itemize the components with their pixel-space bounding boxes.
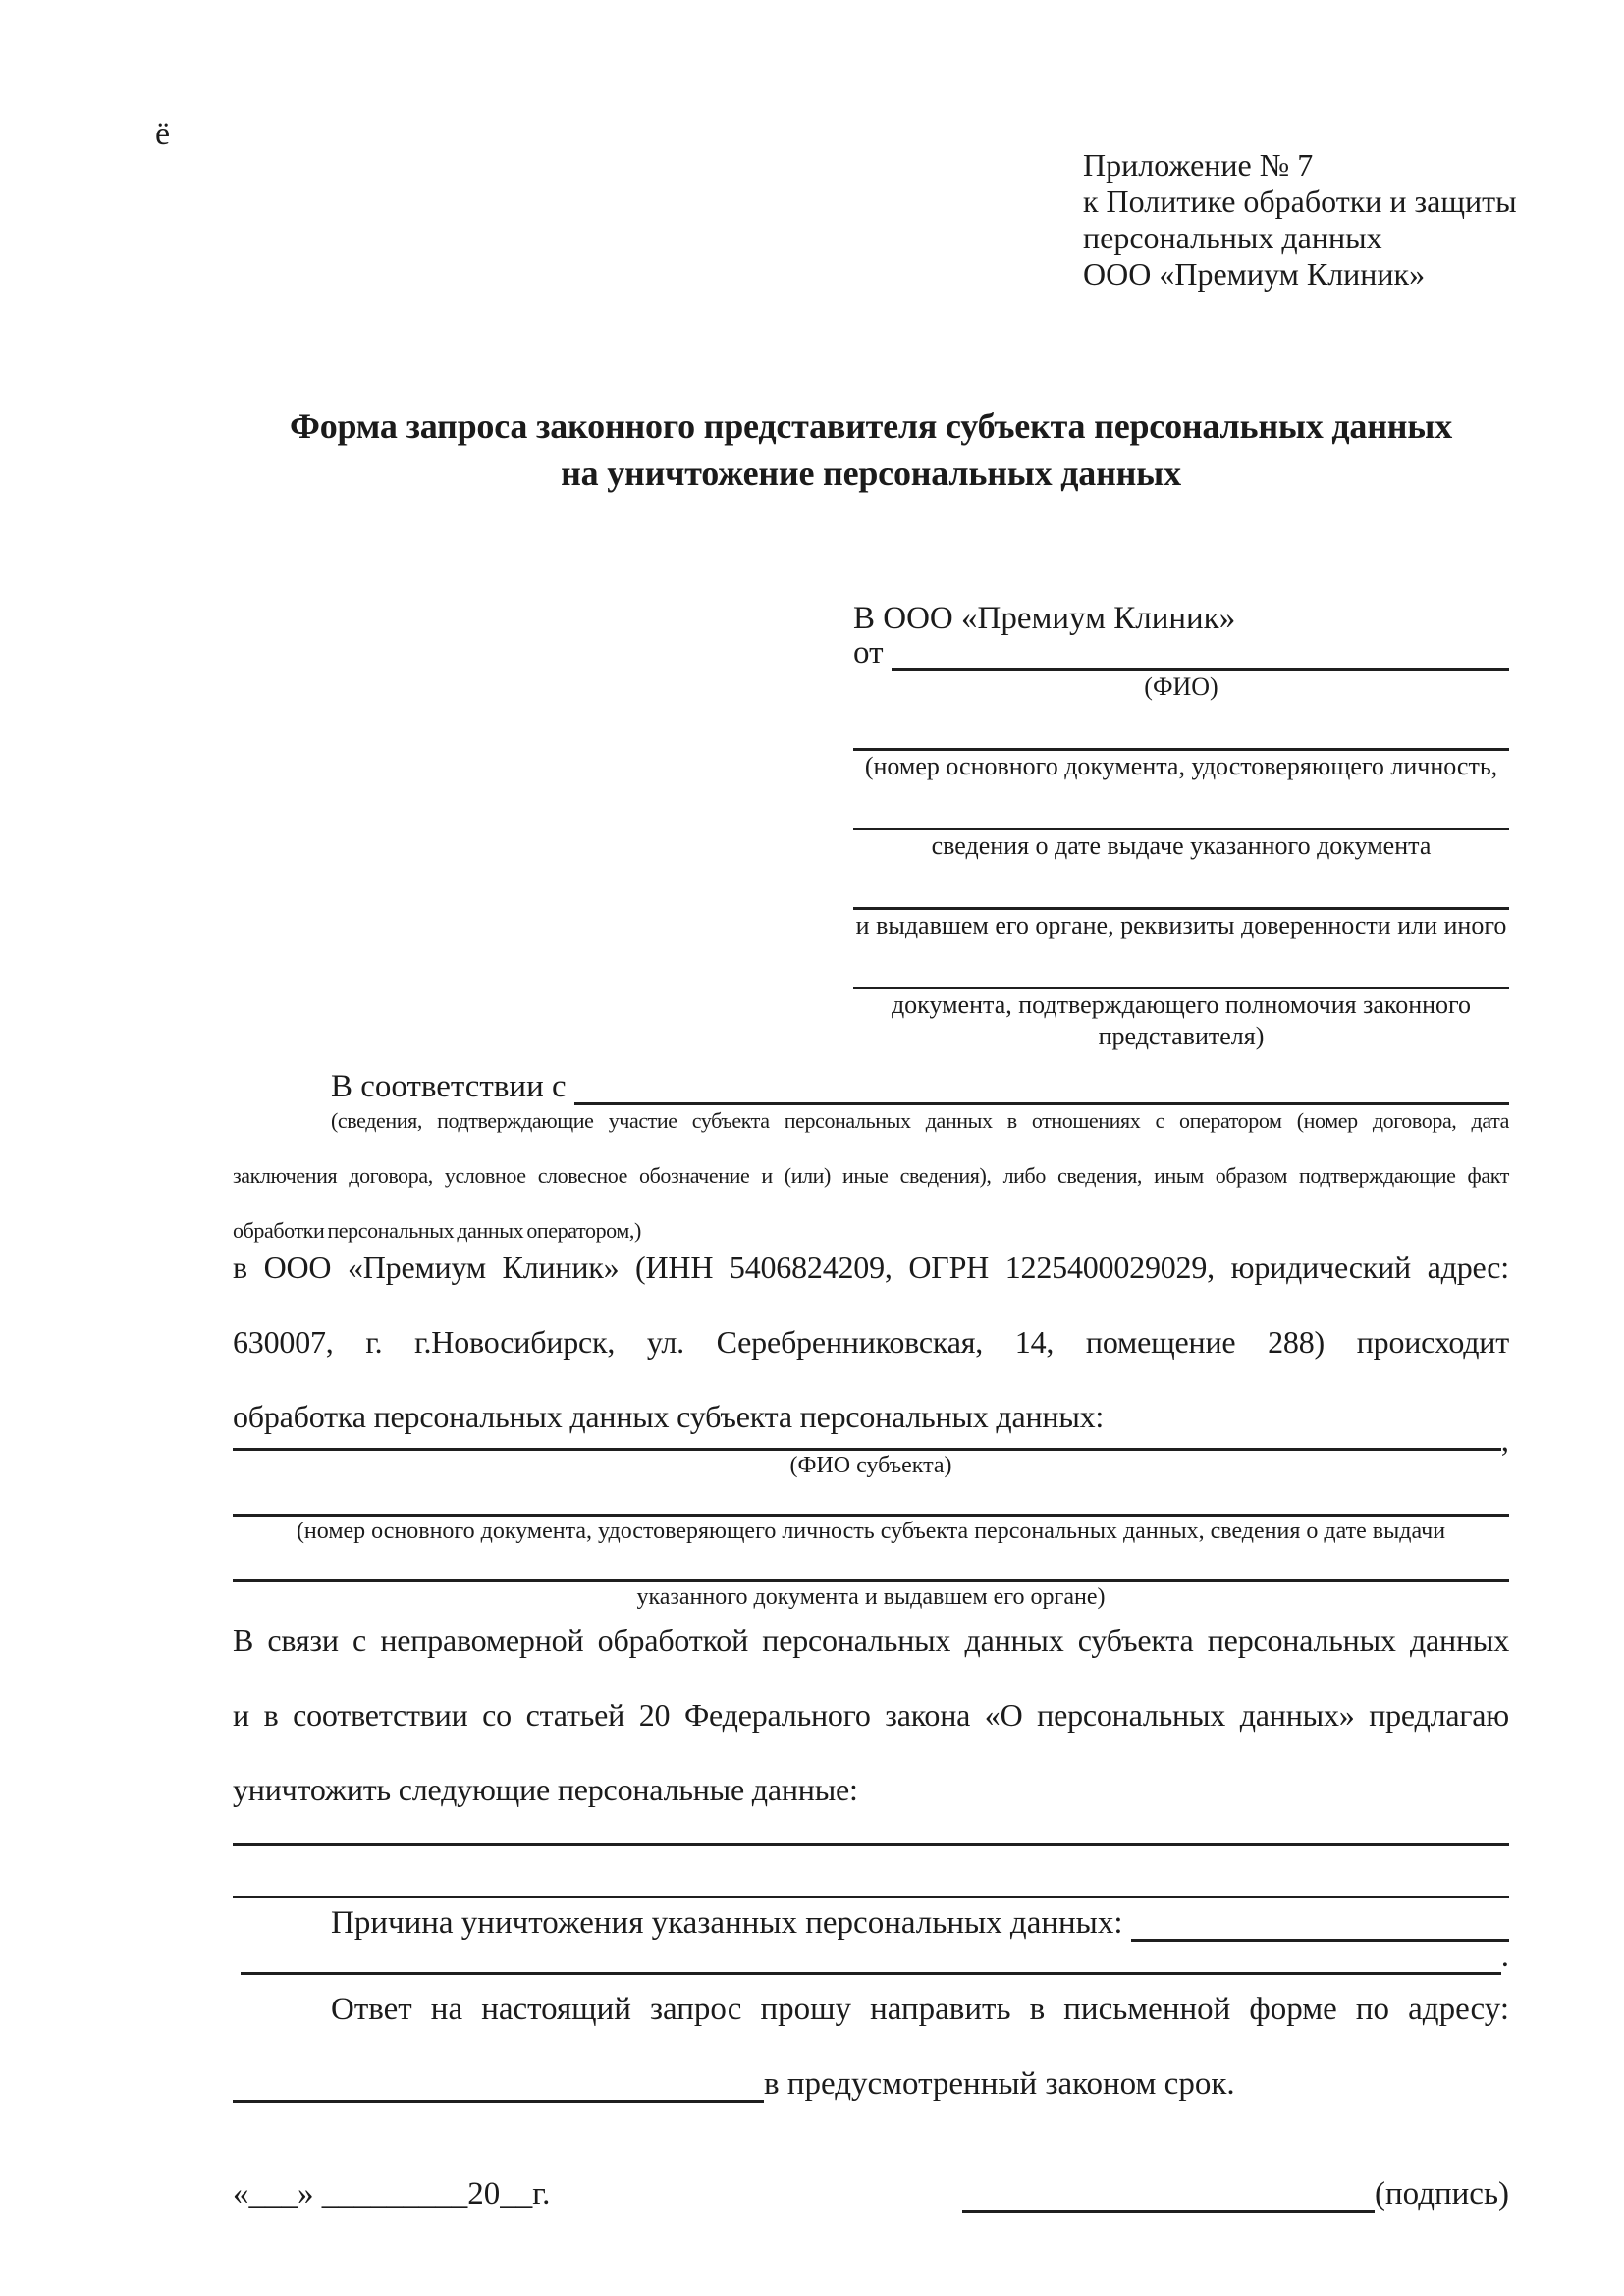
from-field-row (853, 635, 1509, 671)
accordance-label: В соответствии с (331, 1069, 567, 1104)
reply-tail-text: в предусмотренный законом срок. (764, 2066, 1235, 2102)
paragraph-line: в ООО «Премиум Клиник» (ИНН 5406824209, ОГРН 1225400029029, юридический адрес: (233, 1250, 1509, 1285)
document-body (233, 402, 1509, 2213)
accordance-blank-line (574, 1101, 1509, 1105)
note-line: обработки персональных данных оператором,) (233, 1218, 641, 1243)
from-label: от (853, 635, 884, 670)
trailing-comma: , (1500, 1423, 1509, 1459)
blank-field-line (233, 1808, 1509, 1846)
reply-request-line: Ответ на настоящий запрос прошу направить в письменной форме по адресу: (331, 1992, 1509, 2027)
reason-blank-line (1131, 1938, 1509, 1942)
signature-blank-line (962, 2209, 1375, 2213)
signature-caption: (подпись) (1375, 2176, 1509, 2212)
blank-field-line (233, 1546, 1509, 1582)
appendix-line: к Политике обработки и защиты (1083, 184, 1517, 219)
reason-label: Причина уничтожения указанных персональных данных: (331, 1905, 1123, 1941)
paragraph-line: и в соответствии со статьей 20 Федерального закона «О персональных данных» предлагаю (233, 1697, 1509, 1733)
paragraph-line: 630007, г. г.Новосибирск, ул. Серебренниковская, 14, помещение 288) происходит (233, 1324, 1509, 1360)
paragraph-line: уничтожить следующие персональные данные: (233, 1772, 858, 1807)
blank-field-line (241, 1971, 1501, 1975)
address-blank-line (233, 2099, 764, 2103)
document-caption: (номер основного документа, удостоверяющего личность субъекта персональных данных, сведения о дате выдачи (296, 1519, 1446, 1544)
addressee-block (853, 599, 1509, 1052)
field-caption: и выдавшем его органе, реквизиты доверенности или иного (855, 911, 1507, 939)
document-title (233, 402, 1509, 497)
fio-caption: (ФИО) (1144, 672, 1218, 701)
reply-address-row (233, 2065, 1509, 2103)
blank-field-line (233, 1480, 1509, 1517)
blank-field-line (853, 862, 1509, 910)
fio-subject-caption: (ФИО субъекта) (789, 1453, 952, 1478)
reason-field-row (233, 1906, 1509, 1942)
appendix-line: ООО «Премиум Клиник» (1083, 256, 1426, 292)
operator-paragraph (233, 1249, 1509, 1435)
blank-field-line (853, 703, 1509, 751)
paragraph-line: В связи с неправомерной обработкой персональных данных субъекта персональных данных (233, 1623, 1509, 1658)
field-caption: документа, подтверждающего полномочия законного представителя) (891, 990, 1472, 1050)
appendix-note (1083, 147, 1517, 293)
field-caption: (номер основного документа, удостоверяющего личность, (864, 752, 1498, 780)
date-field: «___» _________20__г. (233, 2176, 551, 2212)
appendix-line: Приложение № 7 (1083, 147, 1314, 183)
note-line: заключения договора, условное словесное обозначение и (или) иные сведения), либо сведения, иным образом подтверждающие факт (233, 1163, 1509, 1188)
blank-field-line (853, 941, 1509, 989)
trailing-period: . (1500, 1939, 1509, 1974)
title-line: на уничтожение персональных данных (561, 454, 1181, 493)
note-line: (сведения, подтверждающие участие субъекта персональных данных в отношениях с оператором (номер договора, дата (331, 1108, 1509, 1133)
subject-fio-field-row (233, 1423, 1509, 1459)
paragraph-line: обработка персональных данных субъекта персональных данных: (233, 1399, 1105, 1434)
accordance-field-row (233, 1068, 1509, 1105)
accordance-note (233, 1107, 1509, 1245)
appendix-line: персональных данных (1083, 220, 1382, 255)
stray-mark: ё (155, 116, 171, 152)
reason-continuation-row (233, 1939, 1509, 1975)
addressee-organization: В ООО «Премиум Клиник» (853, 601, 1236, 636)
unlawful-processing-paragraph (233, 1622, 1509, 1808)
blank-field-line (233, 1846, 1509, 1898)
field-caption: сведения о дате выдаче указанного документа (931, 831, 1432, 860)
blank-field-line (853, 782, 1509, 830)
date-signature-row (233, 2173, 1509, 2213)
title-line: Форма запроса законного представителя субъекта персональных данных (289, 406, 1453, 446)
document-caption: указанного документа и выдавшем его органе) (636, 1584, 1106, 1610)
